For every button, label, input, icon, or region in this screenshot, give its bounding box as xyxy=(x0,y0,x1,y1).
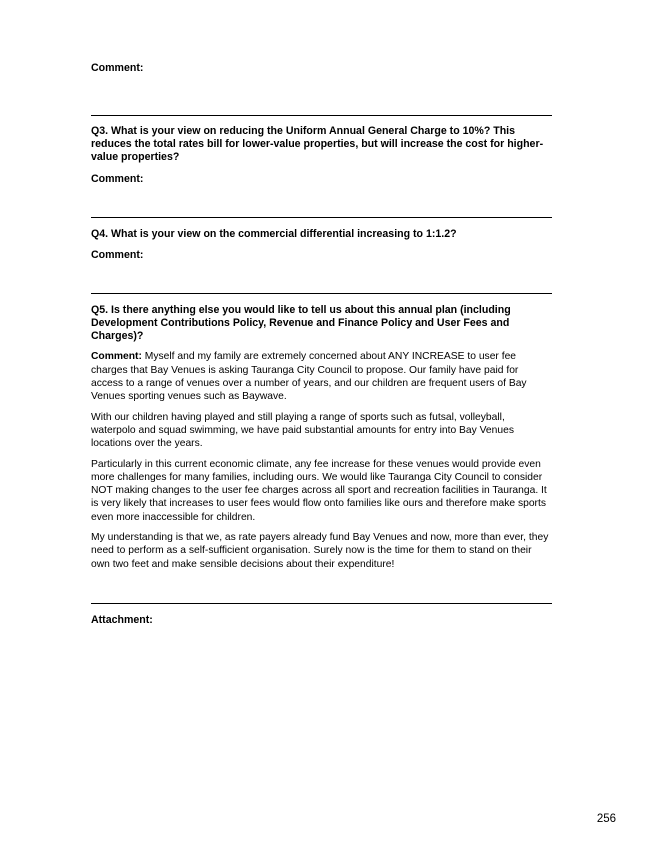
comment-label: Comment: xyxy=(91,62,144,74)
q5-answer-paragraph: My understanding is that we, as rate payers already fund Bay Venues and now, more than ever, they need to perform as a self-sufficient organisation. Surely now is the time for them to stand on their own two feet and make sensible decisions about their expenditure! xyxy=(91,531,549,570)
page-number: 256 xyxy=(596,813,616,825)
q3-comment-label: Comment: xyxy=(91,172,144,185)
q5-answer-text: Myself and my family are extremely concerned about ANY INCREASE to user fee charges that Bay Venues is asking Tauranga City Council to propose. Our family have paid for access to a range of venues over a number of years, and our children are frequent users of Bay Venues sporting venues such as Baywave. xyxy=(91,351,527,403)
question-q5: Q5. Is there anything else you would like to tell us about this annual plan (including Development Contributions Policy, Revenue and Finance Policy and User Fees and Charges)? xyxy=(91,303,511,343)
q5-answer-paragraph xyxy=(91,350,552,403)
q5-answer-paragraph: With our children having played and still playing a range of sports such as futsal, volleyball, waterpolo and squad swimming, we have paid substantial amounts for entry into Bay Venues locations over the years. xyxy=(91,411,514,450)
page-content xyxy=(91,62,552,627)
question-q4: Q4. What is your view on the commercial differential increasing to 1:1.2? xyxy=(91,227,457,240)
q5-answer-paragraph: Particularly in this current economic climate, any fee increase for these venues would provide even more challenges for many families, including ours. We would like Tauranga City Council to consider NOT making changes to the user fee charges across all sport and recreation facilities in Tauranga. It is very likely that increases to user fees would flow onto families like ours and therefore make sports even more inaccessible for children. xyxy=(91,458,547,523)
attachment-label: Attachment: xyxy=(91,613,153,626)
question-q3: Q3. What is your view on reducing the Uniform Annual General Charge to 10%? This reduces the total rates bill for lower-value properties, but will increase the cost for higher-value properties? xyxy=(91,125,544,164)
q5-comment-label: Comment: xyxy=(91,351,142,363)
q4-comment-label: Comment: xyxy=(91,248,144,261)
